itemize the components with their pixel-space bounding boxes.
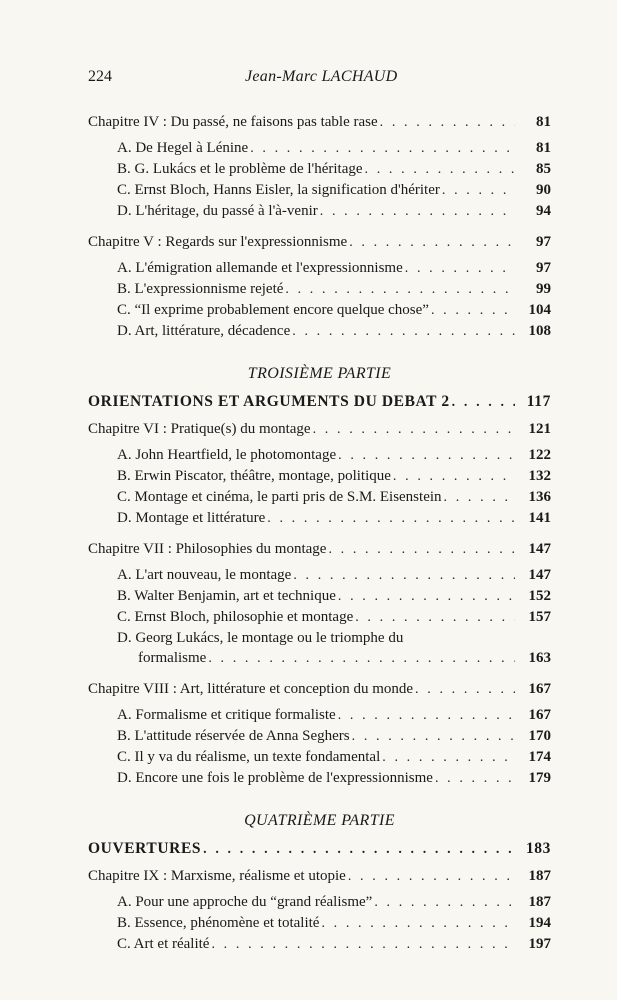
- toc-item: B. L'expressionnisme rejeté . . . 99: [88, 279, 551, 300]
- leader-dots: [285, 280, 515, 300]
- leader-dots: [442, 181, 515, 201]
- toc-item: C. Ernst Bloch, philosophie et montage . . . 157: [88, 607, 551, 628]
- toc-part-entry: ORIENTATIONS ET ARGUMENTS DU DEBAT 2 . . . 117: [88, 392, 551, 413]
- leader-dots: [250, 139, 515, 159]
- page-header: [88, 68, 548, 90]
- toc-subsection-group: [88, 258, 551, 342]
- toc-item: C. Montage et cinéma, le parti pris de S.M. Eisenstein . . . 136: [88, 487, 551, 508]
- page-number: 224: [88, 68, 112, 85]
- part-heading: QUATRIÈME PARTIE: [244, 812, 395, 829]
- toc-item: B. Essence, phénomène et totalité . . . 194: [88, 913, 551, 934]
- leader-dots: [321, 914, 515, 934]
- leader-dots: [393, 467, 515, 487]
- leader-dots: [382, 748, 515, 768]
- toc-item: B. L'attitude réservée de Anna Seghers . . . 170: [88, 726, 551, 747]
- toc-chapter: Chapitre VIII : Art, littérature et conception du monde . . . 167: [88, 673, 551, 700]
- table-of-contents: [88, 106, 551, 959]
- leader-dots: [203, 840, 515, 860]
- toc-item: A. L'émigration allemande et l'expressionnisme . . . 97: [88, 258, 551, 279]
- toc-item: C. Il y va du réalisme, un texte fondamental . . . 174: [88, 747, 551, 768]
- leader-dots: [415, 680, 515, 700]
- leader-dots: [405, 259, 515, 279]
- toc-item: A. De Hegel à Lénine . . . 81: [88, 138, 551, 159]
- toc-chapter: Chapitre VI : Pratique(s) du montage . . . 121: [88, 413, 551, 440]
- toc-item: C. Art et réalité . . . 197: [88, 934, 551, 955]
- leader-dots: [320, 202, 515, 222]
- leader-dots: [374, 893, 515, 913]
- toc-subsection-group: [88, 565, 551, 669]
- leader-dots: [338, 446, 515, 466]
- leader-dots: [349, 233, 515, 253]
- leader-dots: [452, 393, 515, 413]
- toc-item: A. Pour une approche du “grand réalisme” . . . 187: [88, 892, 551, 913]
- part-heading: TROISIÈME PARTIE: [247, 365, 392, 382]
- toc-chapter: Chapitre IV : Du passé, ne faisons pas table rase . . . 81: [88, 106, 551, 133]
- toc-chapter: Chapitre VII : Philosophies du montage . . . 147: [88, 533, 551, 560]
- toc-chapter: Chapitre V : Regards sur l'expressionnisme . . . 97: [88, 226, 551, 253]
- leader-dots: [293, 566, 515, 586]
- toc-item: A. Formalisme et critique formaliste . . . 167: [88, 705, 551, 726]
- leader-dots: [328, 540, 515, 560]
- leader-dots: [380, 113, 515, 133]
- toc-item: D. Encore une fois le problème de l'expressionnisme . . . 179: [88, 768, 551, 789]
- leader-dots: [352, 727, 515, 747]
- toc-item: C. “Il exprime probablement encore quelque chose” . . . 104: [88, 300, 551, 321]
- leader-dots: [313, 420, 515, 440]
- leader-dots: [338, 706, 515, 726]
- toc-item-multiline: D. Georg Lukács, le montage ou le triomphe du formalisme . . . 163: [88, 628, 551, 669]
- leader-dots: [338, 587, 515, 607]
- toc-item: D. Art, littérature, décadence . . . 108: [88, 321, 551, 342]
- toc-item: B. Walter Benjamin, art et technique . . . 152: [88, 586, 551, 607]
- toc-item: C. Ernst Bloch, Hanns Eisler, la signification d'hériter . . . 90: [88, 180, 551, 201]
- leader-dots: [365, 160, 515, 180]
- toc-subsection-group: [88, 445, 551, 529]
- leader-dots: [208, 649, 515, 669]
- toc-item: B. G. Lukács et le problème de l'héritage . . . 85: [88, 159, 551, 180]
- leader-dots: [444, 488, 515, 508]
- toc-subsection-group: [88, 705, 551, 789]
- leader-dots: [355, 608, 515, 628]
- running-head-author: Jean-Marc LACHAUD: [245, 68, 398, 85]
- leader-dots: [431, 301, 515, 321]
- toc-chapter: Chapitre IX : Marxisme, réalisme et utopie . . . 187: [88, 860, 551, 887]
- leader-dots: [267, 509, 515, 529]
- toc-item: B. Erwin Piscator, théâtre, montage, politique . . . 132: [88, 466, 551, 487]
- leader-dots: [435, 769, 515, 789]
- toc-item: A. L'art nouveau, le montage . . . 147: [88, 565, 551, 586]
- toc-item: D. Montage et littérature . . . 141: [88, 508, 551, 529]
- toc-subsection-group: [88, 138, 551, 222]
- toc-item: A. John Heartfield, le photomontage . . . 122: [88, 445, 551, 466]
- leader-dots: [292, 322, 515, 342]
- leader-dots: [211, 935, 515, 955]
- toc-item: D. L'héritage, du passé à l'à-venir . . . 94: [88, 201, 551, 222]
- toc-part-entry: OUVERTURES . . . 183: [88, 839, 551, 860]
- leader-dots: [348, 867, 515, 887]
- toc-subsection-group: [88, 892, 551, 955]
